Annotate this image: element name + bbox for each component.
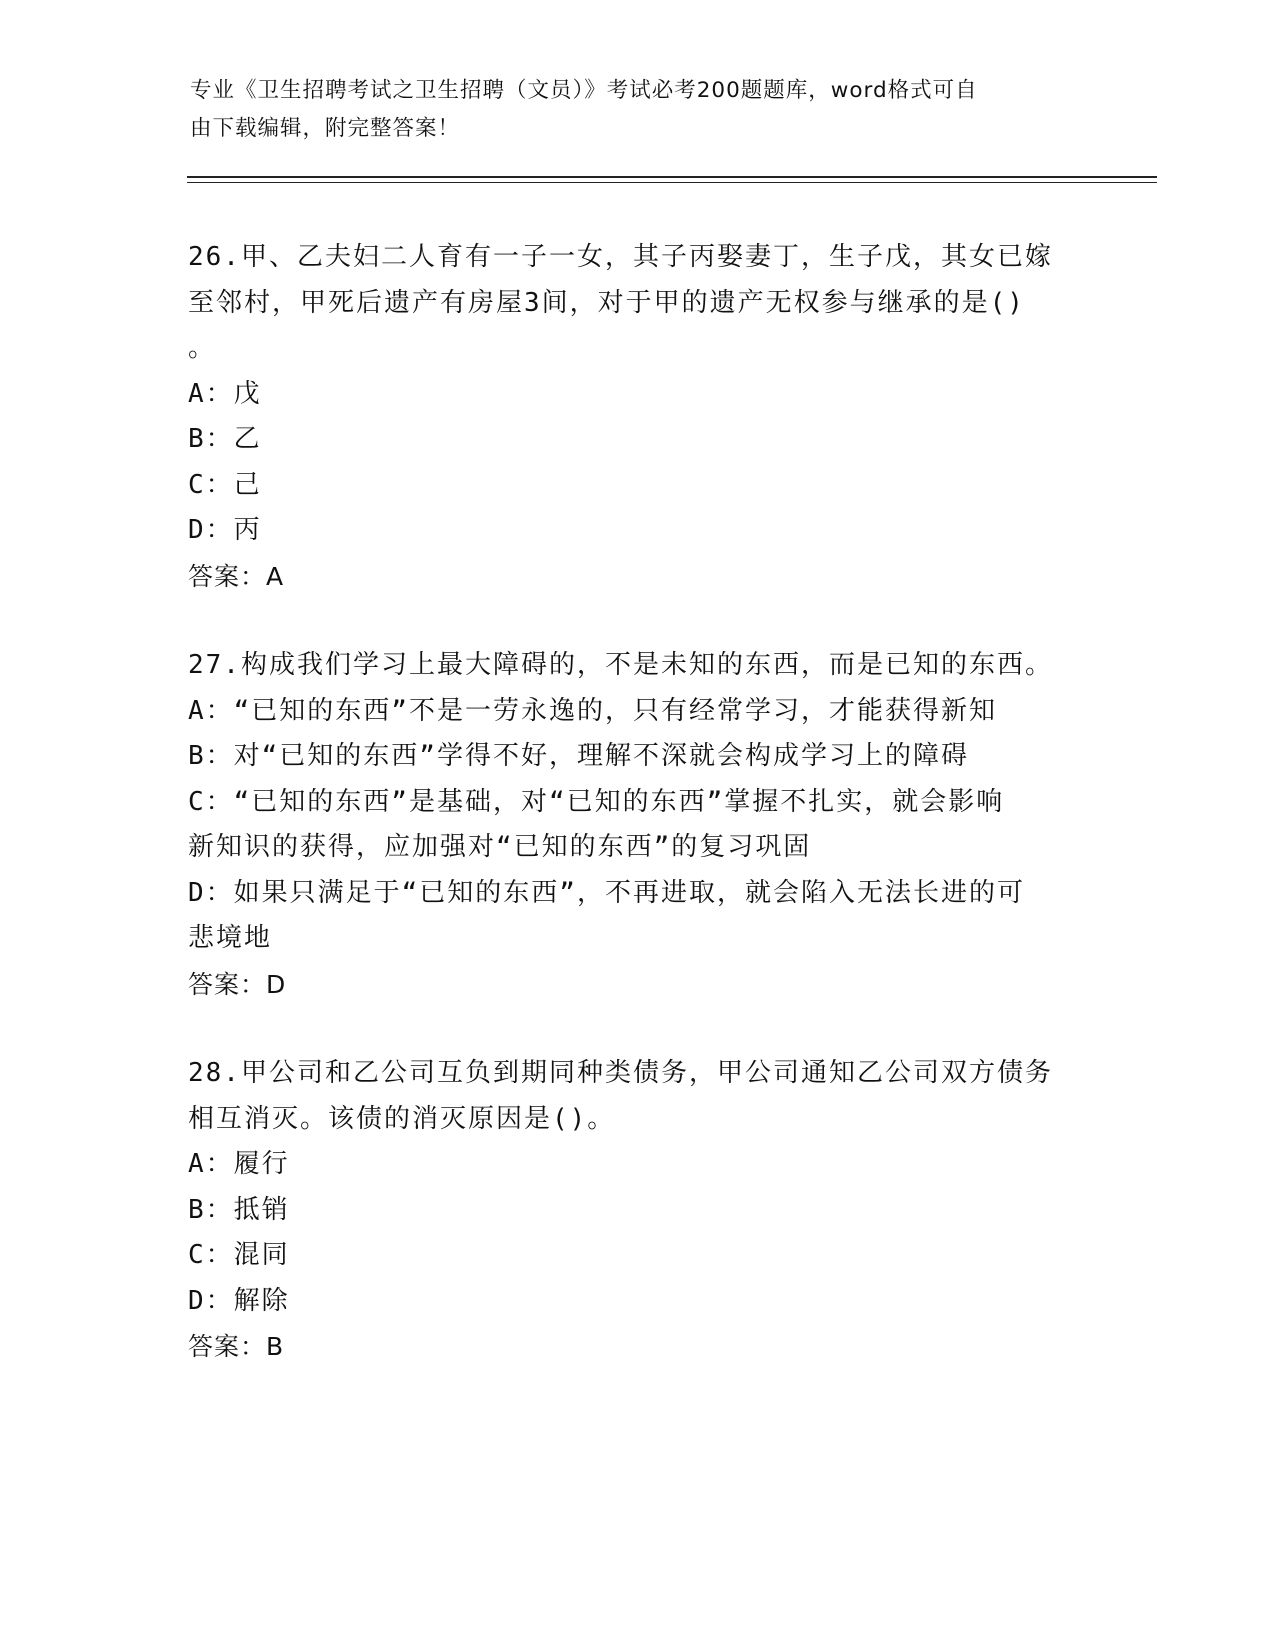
- question-26: [188, 235, 1088, 599]
- option-d-continued: 悲境地: [188, 923, 273, 953]
- option-a: A：戊: [188, 378, 262, 409]
- header-divider-thin: [187, 182, 1157, 183]
- option-d: D：解除: [188, 1285, 290, 1316]
- header-line: 专业《卫生招聘考试之卫生招聘（文员）》考试必考200题题库，word格式可自: [190, 78, 978, 103]
- question-text: 至邻村，甲死后遗产有房屋3间，对于甲的遗产无权参与继承的是(): [188, 287, 1025, 318]
- question-text: 27.构成我们学习上最大障碍的，不是未知的东西，而是已知的东西。: [188, 650, 1053, 680]
- header-divider-thick: [187, 176, 1157, 178]
- question-28: [188, 1051, 1088, 1370]
- question-list: [188, 235, 1088, 1414]
- option-b: B：对“已知的东西”学得不好，理解不深就会构成学习上的障碍: [188, 741, 969, 771]
- answer: 答案：A: [188, 561, 285, 591]
- option-b: B：乙: [188, 424, 262, 454]
- question-text: 相互消灭。该债的消灭原因是()。: [188, 1103, 616, 1134]
- answer: 答案：B: [188, 1332, 285, 1361]
- option-d: D：丙: [188, 515, 262, 545]
- option-a: A：履行: [188, 1149, 290, 1179]
- question-text: 28.甲公司和乙公司互负到期同种类债务，甲公司通知乙公司双方债务: [188, 1058, 1053, 1088]
- option-c: C：“已知的东西”是基础，对“已知的东西”掌握不扎实，就会影响: [188, 786, 1005, 817]
- question-27: [188, 643, 1088, 1007]
- header-line: 由下载编辑，附完整答案！: [190, 116, 461, 141]
- option-a: A：“已知的东西”不是一劳永逸的，只有经常学习，才能获得新知: [188, 695, 997, 726]
- option-b: B：抵销: [188, 1194, 290, 1225]
- question-text: 26.甲、乙夫妇二人育有一子一女，其子丙娶妻丁，生子戊，其女已嫁: [188, 242, 1053, 272]
- answer: 答案：D: [188, 969, 287, 999]
- question-text: 。: [188, 333, 217, 363]
- page-header: [190, 72, 1070, 148]
- option-c: C：己: [188, 469, 262, 500]
- option-c-continued: 新知识的获得，应加强对“已知的东西”的复习巩固: [188, 832, 812, 862]
- option-c: C：混同: [188, 1240, 290, 1270]
- option-d: D：如果只满足于“已知的东西”，不再进取，就会陷入无法长进的可: [188, 877, 1025, 908]
